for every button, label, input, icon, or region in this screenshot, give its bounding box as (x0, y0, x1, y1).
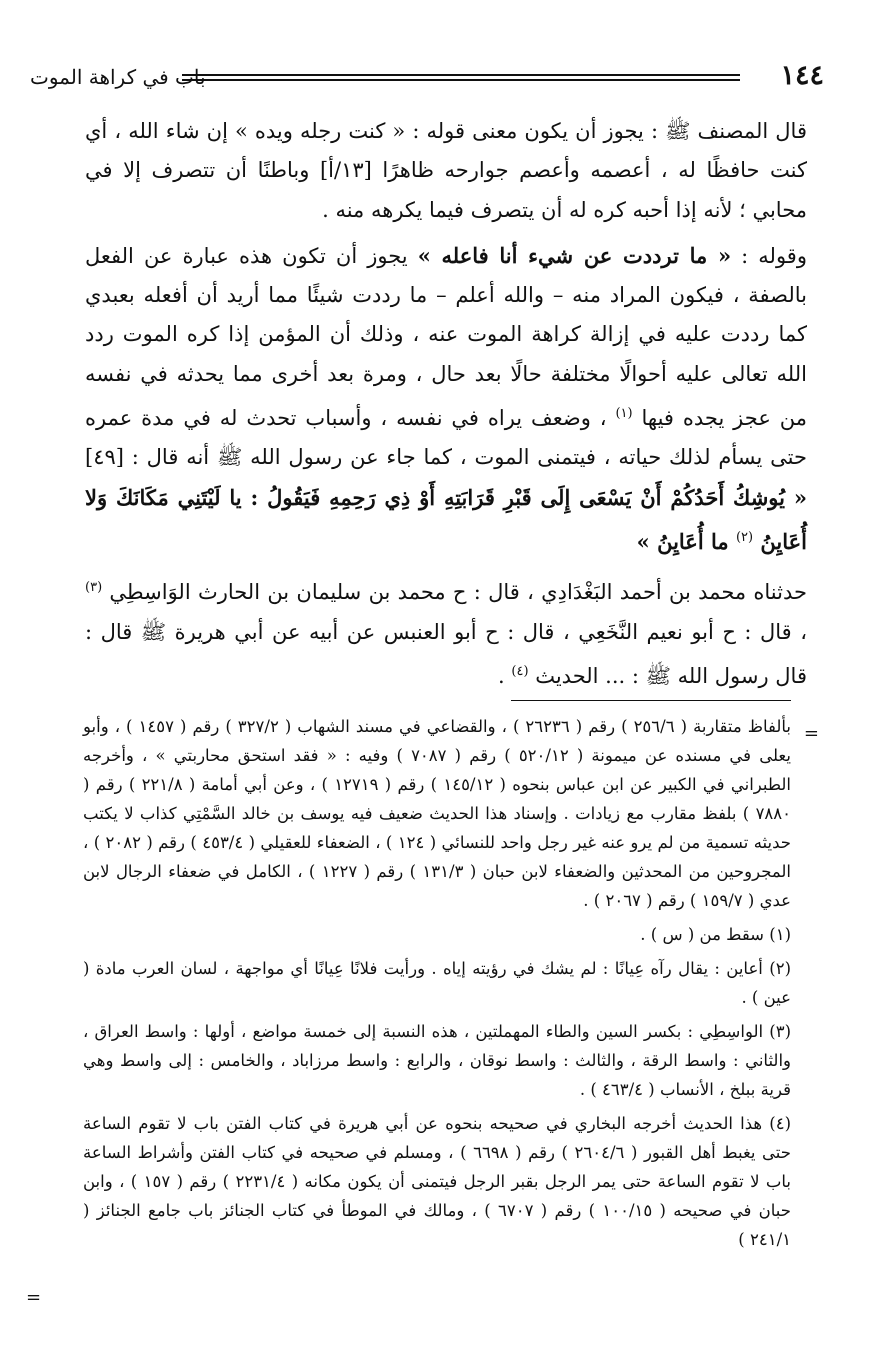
footnote-ref-2: (٢) (735, 529, 754, 545)
paragraph-2-intro: وقوله : (731, 243, 807, 268)
footnote-ref-3: (٣) (85, 580, 103, 596)
page-header (30, 58, 824, 98)
footnote-2: (٢) أعاين : يقال رآه عِيانًا : لم يشك في رؤيته إياه . ورأيت فلانًا عِيانًا أي مواجهة ، لسان العرب مادة ( عين ) . (83, 959, 791, 1007)
paragraph-3 (85, 568, 807, 696)
quoted-phrase: « ما ترددت عن شيء أنا فاعله » (417, 242, 732, 268)
running-title: باب في كراهة الموت (30, 65, 206, 89)
header-double-rule (182, 74, 740, 81)
hadith-text-b: ما أُعَايِنُ » (636, 528, 736, 554)
continues-next-mark: = (26, 1287, 42, 1308)
page-number: ١٤٤ (780, 60, 824, 91)
chain-text-end: . (498, 663, 512, 688)
footnote-4: (٤) هذا الحديث أخرجه البخاري في صحيحه بنحوه عن أبي هريرة في كتاب الفتن باب لا تقوم الساعة حتى يغبط أهل القبور ( ٢٦٠٤/٦ ) رقم ( ٦٦٩٨ ) ، ومسلم في صحيحه في كتاب الفتن وأشراط الساعة باب لا تقوم الساعة حتى يمر الرجل بقبر الرجل فيتمنى أن يكون مكانه ( ٢٢٣١/٤ ) رقم ( ١٥٧ ) ، وابن حبان في صحيحه ( ١٠٠/١٥ ) رقم ( ٦٧٠٧ ) ، ومالك في الموطأ في كتاب الجنائز باب جامع الجنائز ( ٢٤١/١ ) (83, 1114, 792, 1249)
footnote-ref-4: (٤) (511, 663, 529, 679)
paragraph-1: قال المصنف ﷺ : يجوز أن يكون معنى قوله : « كنت رجله ويده » إن شاء الله ، أي كنت حافظًا له ، أعصمه وأعصم جوارحه ظاهرًا [١٣/أ] وباطنًا أن تتصرف إلا في محابي ؛ لأنه إذا أحبه كره له أن يتصرف فيما يكرهه منه . (85, 119, 807, 222)
chain-text-b: ، قال : ح أبو نعيم النَّخَعِي ، قال : ح أبو العنبس عن أبيه عن أبي هريرة ﷺ قال : قال رسول الله ﷺ : ... الحديث (85, 619, 807, 688)
footnote-separator (511, 700, 791, 701)
hadith-text-a: « يُوشِكُ أَحَدُكُمْ أَنْ يَسْعَى إِلَى قَبْرِ قَرَابَتِهِ أَوْ ذِي رَحِمِهِ فَيَقُولُ : يا لَيْتَنِي مَكَانَكَ وَلا أُعَايِنُ (85, 484, 807, 554)
footnotes (83, 712, 791, 1259)
continued-from-mark: = (803, 723, 819, 744)
chain-text-a: حدثناه محمد بن أحمد البَغْدَادِي ، قال : ح محمد بن سليمان بن الحارث الوَاسِطِي (102, 580, 807, 605)
footnote-continued: بألفاظ متقاربة ( ٢٥٦/٦ ) رقم ( ٢٦٢٣٦ ) ، والقضاعي في مسند الشهاب ( ٣٢٧/٢ ) رقم ( ١٤٥٧ ) ، وأبو يعلى في مسنده عن ميمونة ( ٥٢٠/١٢ ) رقم ( ٧٠٨٧ ) وفيه : « فقد استحق محاربتي » ، وأخرجه الطبراني في الكبير عن ابن عباس بنحوه ( ١٤٥/١٢ ) رقم ( ١٢٧١٩ ) ، وعن أبي أمامة ( ٢٢١/٨ ) رقم ( ٧٨٨٠ ) بلفظ مقارب مع زيادات . وإسناد هذا الحديث ضعيف فيه يوسف بن خالد السَّمْتِي كذاب لا يكتب حديثه تسمية من لم يرو عنه غير رجل واحد للنسائي ( ١٢٤ ) ، الضعفاء للعقيلي ( ٤٥٣/٤ ) رقم ( ٢٠٨٢ ) ، المجروحين من المحدثين والضعفاء لابن حبان ( ١٣١/٣ ) رقم ( ١٢٢٧ ) ، الكامل في ضعفاء الرجال لابن عدي ( ١٥٩/٧ ) رقم ( ٢٠٦٧ ) . (83, 717, 792, 910)
paragraph-2-text-b: ، وضعف يراه في نفسه ، وأسباب تحدث له في مدة عمره حتى يسأم لذلك حياته ، فيتمنى الموت ، كما جاء عن رسول الله ﷺ أنه قال : [٤٩] (85, 406, 807, 470)
footnote-3: (٣) الواسِطِي : بكسر السين والطاء المهملتين ، هذه النسبة إلى خمسة مواضع ، أولها : واسط العراق ، والثاني : واسط الرقة ، والثالث : واسط نوقان ، والرابع : واسط مرزاباد ، والخامس : إلى واسط وهي قرية ببلخ ، الأنساب ( ٤٦٣/٤ ) . (83, 1022, 791, 1099)
footnote-ref-1: (١) (615, 406, 633, 422)
main-text (85, 112, 807, 702)
paragraph-2-text-a: يجوز أن تكون هذه عبارة عن الفعل بالصفة ، فيكون المراد منه – والله أعلم – ما رددت شيئًا مما أريد أن أفعله بعبدي كما رددت عليه في إزالة كراهة الموت عنه ، وذلك أن المؤمن إذا كره الموت ردد الله تعالى عليه أحوالًا مختلفة حالًا بعد حال ، ومرة بعد أخرى مما يحدثه في نفسه من عجز يجده فيها (85, 243, 807, 431)
paragraph-2 (85, 236, 807, 562)
footnote-1: (١) سقط من ( س ) . (640, 925, 791, 944)
